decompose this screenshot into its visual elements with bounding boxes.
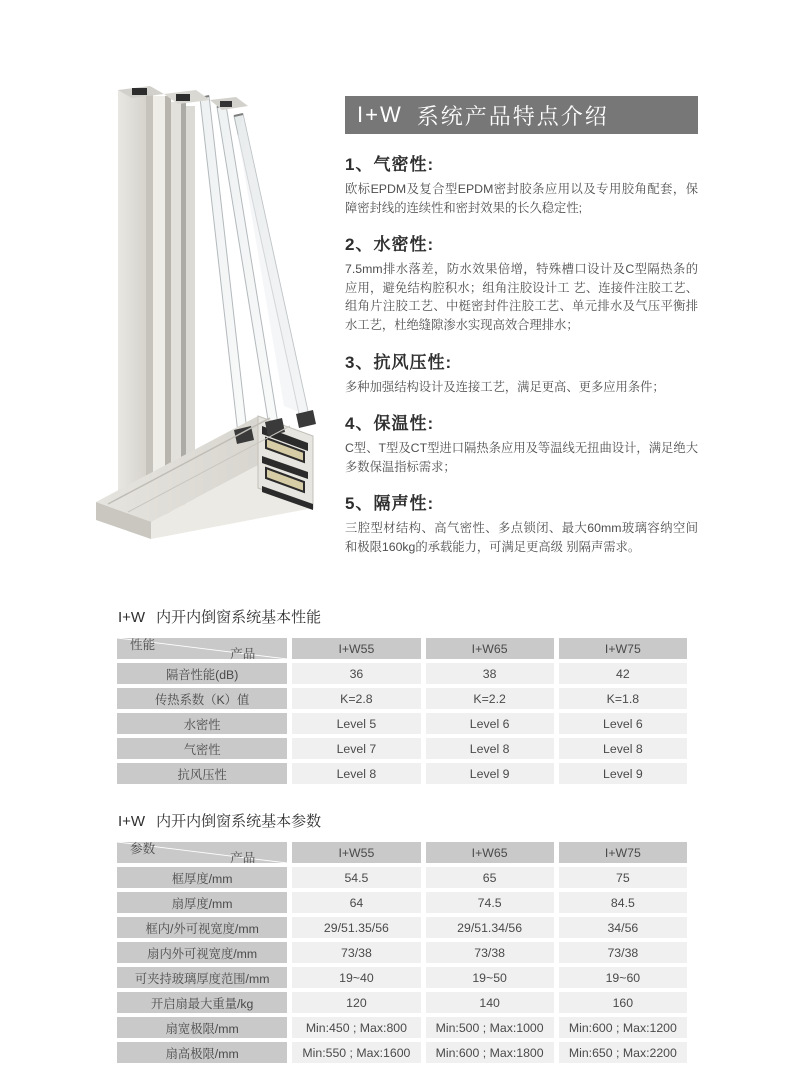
cell-value: Level 5 xyxy=(292,713,420,734)
cell-value: 160 xyxy=(559,992,687,1013)
cell-value: 19~60 xyxy=(559,967,687,988)
feature-body: 欧标EPDM及复合型EPDM密封胶条应用以及专用胶角配套，保障密封线的连续性和密封效果的长久稳定性; xyxy=(345,182,698,215)
cell-value: 29/51.35/56 xyxy=(292,917,420,938)
row-label: 扇厚度/mm xyxy=(117,892,287,913)
feature-thermal-insulation xyxy=(345,409,698,476)
feature-body: C型、T型及CT型进口隔热条应用及等温线无扭曲设计，满足绝大多数保温指标需求； xyxy=(345,441,698,474)
cell-value: 34/56 xyxy=(559,917,687,938)
table-row xyxy=(117,992,687,1013)
window-profile-illustration xyxy=(88,74,343,539)
parameter-table-title xyxy=(118,810,697,831)
cell-value: Min:500 ; Max:1000 xyxy=(426,1017,554,1038)
cell-value: 73/38 xyxy=(426,942,554,963)
cell-value: Level 8 xyxy=(559,738,687,759)
cell-value: 65 xyxy=(426,867,554,888)
cell-value: K=2.2 xyxy=(426,688,554,709)
cell-value: 36 xyxy=(292,663,420,684)
feature-body: 7.5mm排水落差，防水效果倍增，特殊槽口设计及C型隔热条的应用，避免结构腔积水；组角注胶设计工 艺、连接件注胶工艺、组角片注胶工艺、中梃密封件注胶工艺、单元排水及气压平衡排水工艺，杜绝缝隙渗水实现高效合理排水； xyxy=(345,262,698,332)
table-row xyxy=(117,663,687,684)
table-title-text: 内开内倒窗系统基本参数 xyxy=(156,813,322,830)
cell-value: Min:600 ; Max:1200 xyxy=(559,1017,687,1038)
row-label: 扇内外可视宽度/mm xyxy=(117,942,287,963)
table-row xyxy=(117,713,687,734)
feature-heading: 3、抗风压性: xyxy=(345,352,453,372)
attribute-axis-label: 参数 xyxy=(130,842,156,856)
table-title-text: 内开内倒窗系统基本性能 xyxy=(156,609,322,626)
table-row xyxy=(117,763,687,784)
column-header: I+W55 xyxy=(292,842,420,863)
cell-value: 73/38 xyxy=(292,942,420,963)
table-title-prefix: I+W xyxy=(118,609,146,626)
table-row xyxy=(117,867,687,888)
table-row xyxy=(117,1042,687,1063)
cell-value: 73/38 xyxy=(559,942,687,963)
table-row xyxy=(117,917,687,938)
cell-value: 84.5 xyxy=(559,892,687,913)
cell-value: 74.5 xyxy=(426,892,554,913)
attribute-axis-label: 性能 xyxy=(130,638,156,652)
row-label: 传热系数（K）值 xyxy=(117,688,287,709)
cell-value: 38 xyxy=(426,663,554,684)
parameter-table xyxy=(112,838,692,1067)
corner-cell xyxy=(117,842,287,863)
table-row xyxy=(117,942,687,963)
product-axis-label: 产品 xyxy=(230,851,256,865)
feature-heading: 5、隔声性: xyxy=(345,494,435,514)
row-label: 抗风压性 xyxy=(117,763,287,784)
cell-value: 19~40 xyxy=(292,967,420,988)
feature-heading: 4、保温性: xyxy=(345,414,435,434)
performance-table xyxy=(112,634,692,788)
cell-value: Level 6 xyxy=(426,713,554,734)
row-label: 可夹持玻璃厚度范围/mm xyxy=(117,967,287,988)
table-row xyxy=(117,738,687,759)
window-profile-image xyxy=(88,74,343,539)
cell-value: 54.5 xyxy=(292,867,420,888)
feature-watertightness xyxy=(345,230,698,334)
row-label: 扇宽极限/mm xyxy=(117,1017,287,1038)
cell-value: 64 xyxy=(292,892,420,913)
feature-body: 三腔型材结构、高气密性、多点锁闭、最大60mm玻璃容纳空间和极限160kg的承载能力，可满足更高级 别隔声需求。 xyxy=(345,521,698,554)
table-row xyxy=(117,892,687,913)
product-axis-label: 产品 xyxy=(230,647,256,661)
cell-value: Min:550 ; Max:1600 xyxy=(292,1042,420,1063)
table-title-prefix: I+W xyxy=(118,813,146,830)
corner-cell xyxy=(117,638,287,659)
performance-section xyxy=(117,606,697,788)
cell-value: Level 8 xyxy=(292,763,420,784)
row-label: 扇高极限/mm xyxy=(117,1042,287,1063)
header-row xyxy=(117,842,687,863)
cell-value: Level 8 xyxy=(426,738,554,759)
cell-value: K=1.8 xyxy=(559,688,687,709)
banner-prefix: I+W xyxy=(357,102,403,127)
row-label: 气密性 xyxy=(117,738,287,759)
parameter-section xyxy=(117,810,697,1067)
table-row xyxy=(117,688,687,709)
row-label: 开启扇最大重量/kg xyxy=(117,992,287,1013)
section-title-banner xyxy=(345,96,698,134)
column-header: I+W55 xyxy=(292,638,420,659)
cell-value: 120 xyxy=(292,992,420,1013)
cell-value: 19~50 xyxy=(426,967,554,988)
cell-value: 75 xyxy=(559,867,687,888)
feature-sound-insulation xyxy=(345,489,698,556)
column-header: I+W65 xyxy=(426,842,554,863)
row-label: 水密性 xyxy=(117,713,287,734)
table-row xyxy=(117,1017,687,1038)
row-label: 隔音性能(dB) xyxy=(117,663,287,684)
feature-airtightness xyxy=(345,150,698,217)
feature-heading: 2、水密性: xyxy=(345,235,435,255)
row-label: 框厚度/mm xyxy=(117,867,287,888)
cell-value: 29/51.34/56 xyxy=(426,917,554,938)
cell-value: Level 9 xyxy=(426,763,554,784)
performance-table-title xyxy=(118,606,697,627)
banner-title: 系统产品特点介绍 xyxy=(416,103,609,129)
features-column xyxy=(345,96,698,570)
column-header: I+W75 xyxy=(559,638,687,659)
cell-value: K=2.8 xyxy=(292,688,420,709)
table-row xyxy=(117,967,687,988)
cell-value: Min:450 ; Max:800 xyxy=(292,1017,420,1038)
column-header: I+W65 xyxy=(426,638,554,659)
cell-value: Level 7 xyxy=(292,738,420,759)
cell-value: Level 9 xyxy=(559,763,687,784)
cell-value: Level 6 xyxy=(559,713,687,734)
column-header: I+W75 xyxy=(559,842,687,863)
cell-value: Min:600 ; Max:1800 xyxy=(426,1042,554,1063)
feature-heading: 1、气密性: xyxy=(345,155,435,174)
row-label: 框内/外可视宽度/mm xyxy=(117,917,287,938)
cell-value: 42 xyxy=(559,663,687,684)
cell-value: Min:650 ; Max:2200 xyxy=(559,1042,687,1063)
feature-body: 多种加强结构设计及连接工艺，满足更高、更多应用条件； xyxy=(345,379,665,394)
header-row xyxy=(117,638,687,659)
feature-wind-resistance xyxy=(345,348,698,397)
cell-value: 140 xyxy=(426,992,554,1013)
